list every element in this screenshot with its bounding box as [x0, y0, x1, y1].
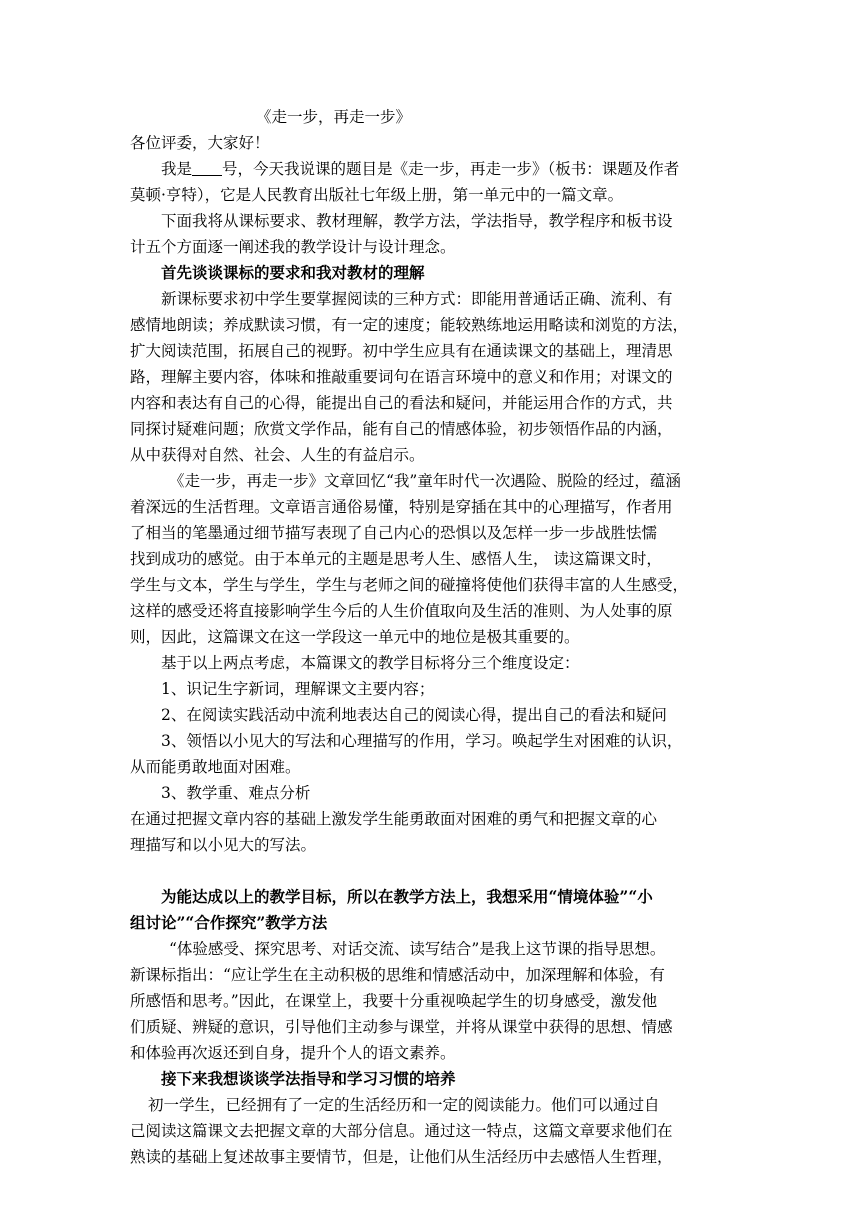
goal-item-1: 1、识记生字新词，理解课文主要内容； — [161, 680, 435, 698]
outline-paragraph-line-1: 下面我将从课标要求、教材理解，教学方法，学法指导，教学程序和板书设 — [161, 212, 673, 230]
text-analysis-line: 了相当的笔墨通过细节描写表现了自己内心的恐惧以及怎样一步一步战胜怯懦 — [130, 524, 658, 542]
intro-paragraph-line-1 — [130, 156, 730, 182]
text-analysis-line: 《走一步，再走一步》文章回忆“我”童年时代一次遇险、脱险的经过，蕴涵 — [169, 472, 681, 490]
intro-prefix: 我是 — [161, 160, 193, 178]
methods-line: 和体验再次返还到自身，提升个人的语文素养。 — [130, 1044, 456, 1062]
document-title: 《走一步，再走一步》 — [256, 108, 412, 126]
methods-line: 们质疑、辨疑的意识，引导他们主动参与课堂，并将从课堂中获得的思想、情感 — [130, 1018, 673, 1036]
curriculum-line: 从中获得对自然、社会、人生的有益启示。 — [130, 446, 425, 464]
curriculum-line: 同探讨疑难问题；欣赏文学作品，能有自己的情感体验，初步领悟作品的内涵， — [130, 420, 673, 438]
key-points-line-2: 理描写和以小见大的写法。 — [130, 836, 317, 854]
text-analysis-line: 学生与文本，学生与学生，学生与老师之间的碰撞将使他们获得丰富的人生感受， — [130, 576, 689, 594]
document-page — [130, 104, 730, 1170]
text-analysis-line: 则，因此，这篇课文在这一学段这一单元中的地位是极其重要的。 — [130, 628, 580, 646]
curriculum-line: 内容和表达有自己的心得，能提出自己的看法和疑问，并能运用合作的方式，共 — [130, 394, 673, 412]
methods-line: 所感悟和思考。”因此，在课堂上，我要十分重视唤起学生的切身感受，激发他 — [130, 992, 658, 1010]
curriculum-line: 路，理解主要内容，体味和推敲重要词句在语言环境中的意义和作用；对课文的 — [130, 368, 673, 386]
text-analysis-line: 这样的感受还将直接影响学生今后的人生价值取向及生活的准则、为人处事的原 — [130, 602, 673, 620]
methods-line: “体验感受、探究思考、对话交流、读写结合”是我上这节课的指导思想。 — [169, 940, 666, 958]
greeting: 各位评委，大家好！ — [130, 134, 270, 152]
section-heading-curriculum: 首先谈谈课标的要求和我对教材的理解 — [161, 263, 425, 282]
key-points-line-1: 在通过把握文章内容的基础上激发学生能勇敢面对困难的勇气和把握文章的心 — [130, 810, 658, 828]
number-blank — [192, 159, 222, 176]
outline-paragraph-line-2: 计五个方面逐一阐述我的教学设计与设计理念。 — [130, 238, 456, 256]
goal-item-3: 3、领悟以小见大的写法和心理描写的作用，学习。唤起学生对困难的认识， — [161, 732, 683, 750]
section-heading-methods: 为能达成以上的教学目标，所以在教学方法上，我想采用“情境体验”“小 — [161, 887, 653, 906]
text-analysis-line: 着深远的生活哲理。文章语言通俗易懂，特别是穿插在其中的心理描写，作者用 — [130, 498, 673, 516]
curriculum-line: 扩大阅读范围，拓展自己的视野。初中学生应具有在通读课文的基础上，理清思 — [130, 342, 673, 360]
section-heading-study-guidance: 接下来我想谈谈学法指导和学习习惯的培养 — [161, 1069, 456, 1088]
goal-item-3-continued: 从而能勇敢地面对困难。 — [130, 758, 301, 776]
curriculum-line: 感情地朗读；养成默读习惯，有一定的速度；能较熟练地运用略读和浏览的方法， — [130, 316, 689, 334]
text-analysis-line: 找到成功的感觉。由于本单元的主题是思考人生、感悟人生， 读这篇课文时， — [130, 550, 662, 568]
goal-item-2: 2、在阅读实践活动中流利地表达自己的阅读心得，提出自己的看法和疑问 — [161, 706, 667, 724]
study-guidance-line: 己阅读这篇课文去把握文章的大部分信息。通过这一特点，这篇文章要求他们在 — [130, 1122, 673, 1140]
section-heading-methods-continued: 组讨论”“合作探究”教学方法 — [130, 913, 328, 932]
intro-suffix: 号，今天我说课的题目是《走一步，再走一步》（板书：课题及作者 — [222, 160, 680, 178]
study-guidance-line: 初一学生，已经拥有了一定的生活经历和一定的阅读能力。他们可以通过自 — [148, 1096, 660, 1114]
methods-line: 新课标指出：“应让学生在主动积极的思维和情感活动中，加深理解和体验，有 — [130, 966, 665, 984]
curriculum-line: 新课标要求初中学生要掌握阅读的三种方式：即能用普通话正确、流利、有 — [161, 290, 673, 308]
intro-paragraph-line-2: 莫顿·亨特），它是人民教育出版社七年级上册，第一单元中的一篇文章。 — [130, 186, 624, 204]
study-guidance-line: 熟读的基础上复述故事主要情节，但是，让他们从生活经历中去感悟人生哲理， — [130, 1148, 673, 1166]
goals-intro: 基于以上两点考虑，本篇课文的教学目标将分三个维度设定： — [161, 654, 580, 672]
key-points-heading: 3、教学重、难点分析 — [161, 784, 311, 802]
paragraph-gap — [130, 858, 730, 884]
